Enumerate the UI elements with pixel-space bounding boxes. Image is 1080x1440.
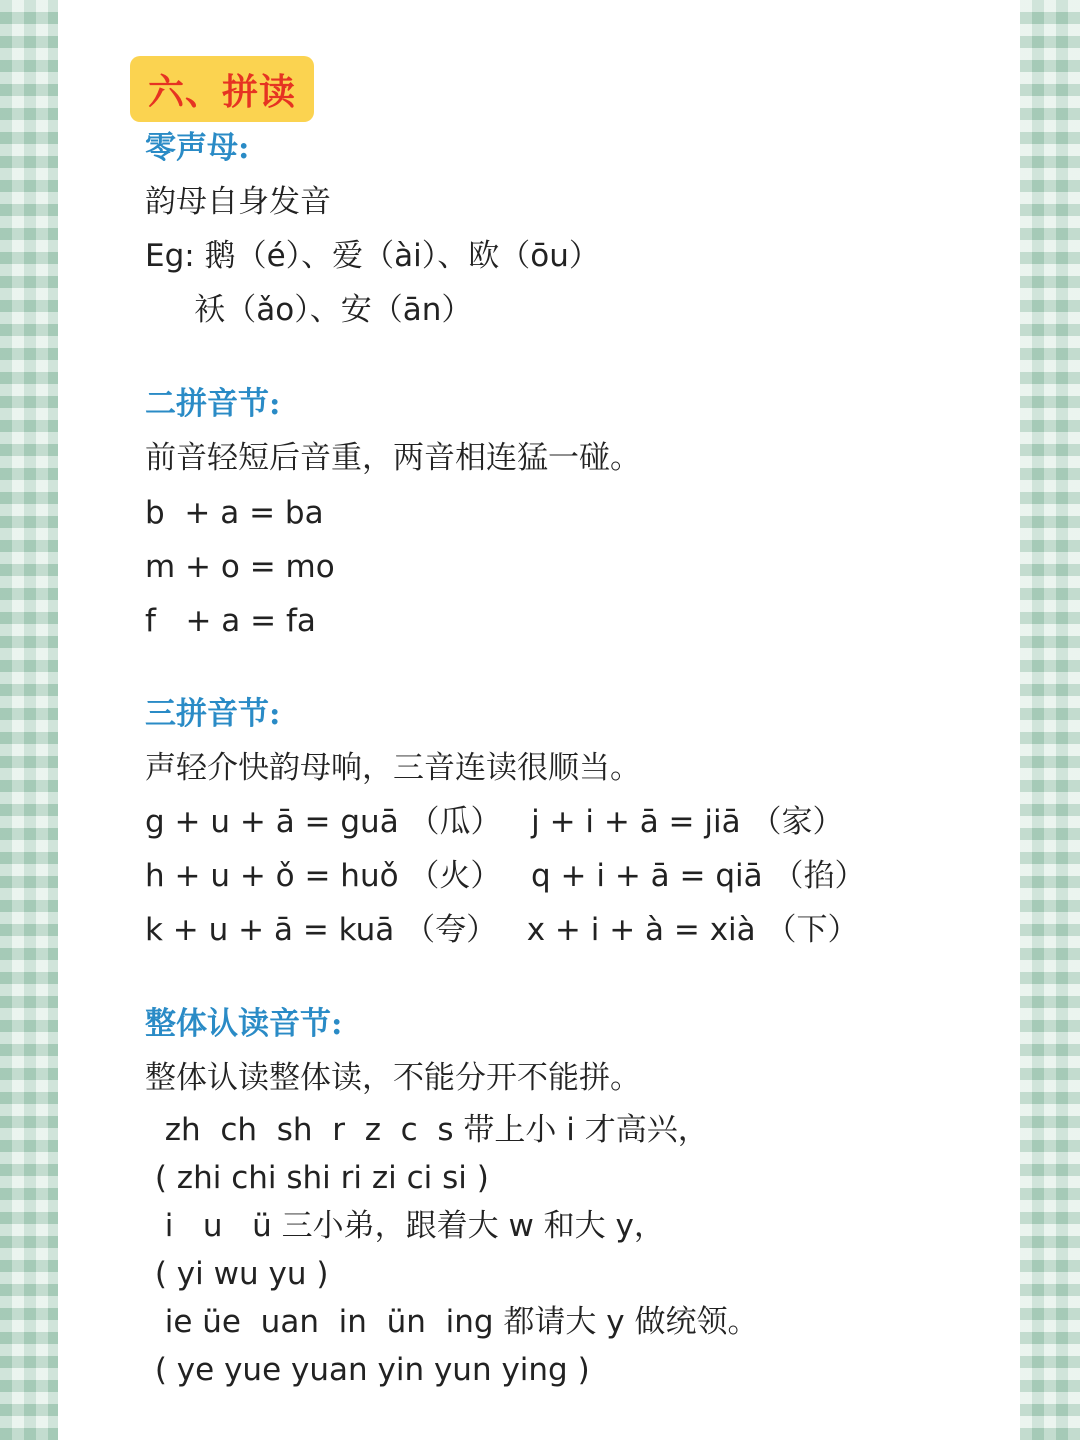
three-part-example: g + u + ā = guā （瓜） j + i + ā = jiā （家） — [145, 804, 844, 840]
three-part-heading: 三拼音节: — [145, 696, 281, 732]
two-part-desc: 前音轻短后音重，两音相连猛一碰。 — [145, 440, 641, 476]
three-part-example: h + u + ǒ = huǒ （火） q + i + ā = qiā （掐） — [145, 858, 866, 894]
whole-syllable-line: i u ü 三小弟，跟着大 w 和大 y， — [145, 1208, 665, 1244]
whole-syllable-line: ( ye yue yuan yin yun ying ) — [145, 1352, 590, 1388]
three-part-desc: 声轻介快韵母响，三音连读很顺当。 — [145, 750, 641, 786]
two-part-example: m + o = mo — [145, 549, 335, 585]
zero-initial-example-2: 袄（ǎo）、安（ān） — [145, 292, 473, 328]
whole-syllable-line: ( yi wu yu ) — [145, 1256, 329, 1292]
whole-syllable-desc: 整体认读整体读，不能分开不能拼。 — [145, 1060, 641, 1096]
section-title-badge — [130, 56, 314, 122]
whole-syllable-heading: 整体认读音节: — [145, 1006, 343, 1042]
zero-initial-heading: 零声母: — [145, 130, 250, 166]
section-title: 六、拼读 — [148, 70, 297, 113]
two-part-heading: 二拼音节: — [145, 386, 281, 422]
three-part-example: k + u + ā = kuā （夸） x + i + à = xià （下） — [145, 912, 859, 948]
whole-syllable-line: ( zhi chi shi ri zi ci si ) — [145, 1160, 489, 1196]
whole-syllable-line: ie üe uan in ün ing 都请大 y 做统领。 — [145, 1304, 759, 1340]
two-part-example: f + a = fa — [145, 603, 316, 639]
zero-initial-desc: 韵母自身发音 — [145, 184, 331, 220]
two-part-example: b + a = ba — [145, 495, 324, 531]
zero-initial-example-1: Eg: 鹅（é）、爱（ài）、欧（ōu） — [145, 238, 600, 274]
whole-syllable-line: zh ch sh r z c s 带上小 i 才高兴， — [145, 1112, 709, 1148]
